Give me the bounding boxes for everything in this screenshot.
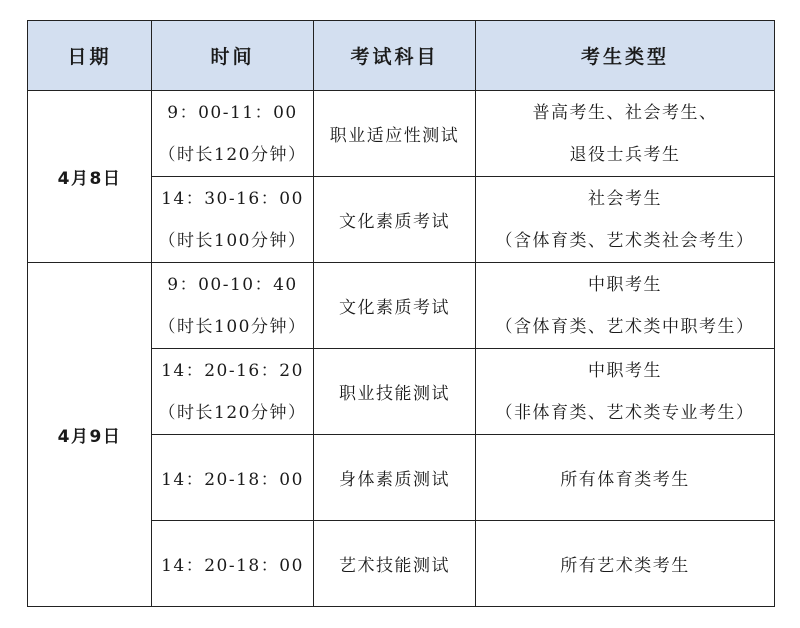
candidate-type-cell — [476, 91, 775, 177]
time-cell — [152, 177, 314, 263]
exam-schedule-table — [27, 20, 775, 607]
candidate-type-line: （非体育类、艺术类专业考生） — [495, 402, 755, 423]
header-time: 时间 — [152, 21, 314, 91]
candidate-type-cell — [476, 263, 775, 349]
table-header-row — [28, 21, 775, 91]
candidate-type-line: （含体育类、艺术类社会考生） — [495, 230, 755, 251]
date-cell: 4月8日 — [28, 91, 152, 263]
candidate-type-line: 社会考生 — [588, 188, 662, 209]
time-cell — [152, 91, 314, 177]
candidate-type-line: 中职考生 — [588, 274, 662, 295]
time-range: 9：00-10：40 — [167, 274, 298, 295]
subject-cell: 文化素质考试 — [314, 177, 476, 263]
time-range: 14：20-16：20 — [161, 360, 304, 381]
candidate-type-cell: 所有艺术类考生 — [476, 521, 775, 607]
subject-cell: 文化素质考试 — [314, 263, 476, 349]
header-subject: 考试科目 — [314, 21, 476, 91]
candidate-type-line: 退役士兵考生 — [569, 144, 681, 165]
candidate-type-cell — [476, 349, 775, 435]
time-cell — [152, 263, 314, 349]
subject-cell: 职业适应性测试 — [314, 91, 476, 177]
date-cell: 4月9日 — [28, 263, 152, 607]
time-cell: 14：20-18：00 — [152, 435, 314, 521]
candidate-type-line: （含体育类、艺术类中职考生） — [495, 316, 755, 337]
time-range: 9：00-11：00 — [167, 102, 298, 123]
header-date: 日期 — [28, 21, 152, 91]
subject-cell: 身体素质测试 — [314, 435, 476, 521]
duration: （时长100分钟） — [158, 230, 307, 251]
subject-cell: 职业技能测试 — [314, 349, 476, 435]
subject-cell: 艺术技能测试 — [314, 521, 476, 607]
duration: （时长120分钟） — [158, 402, 307, 423]
table-row — [28, 263, 775, 349]
candidate-type-cell — [476, 177, 775, 263]
time-cell: 14：20-18：00 — [152, 521, 314, 607]
candidate-type-cell: 所有体育类考生 — [476, 435, 775, 521]
duration: （时长120分钟） — [158, 144, 307, 165]
time-range: 14：30-16：00 — [161, 188, 304, 209]
header-candidate-type: 考生类型 — [476, 21, 775, 91]
candidate-type-line: 中职考生 — [588, 360, 662, 381]
duration: （时长100分钟） — [158, 316, 307, 337]
table-row — [28, 91, 775, 177]
candidate-type-line: 普高考生、社会考生、 — [532, 102, 718, 123]
time-cell — [152, 349, 314, 435]
